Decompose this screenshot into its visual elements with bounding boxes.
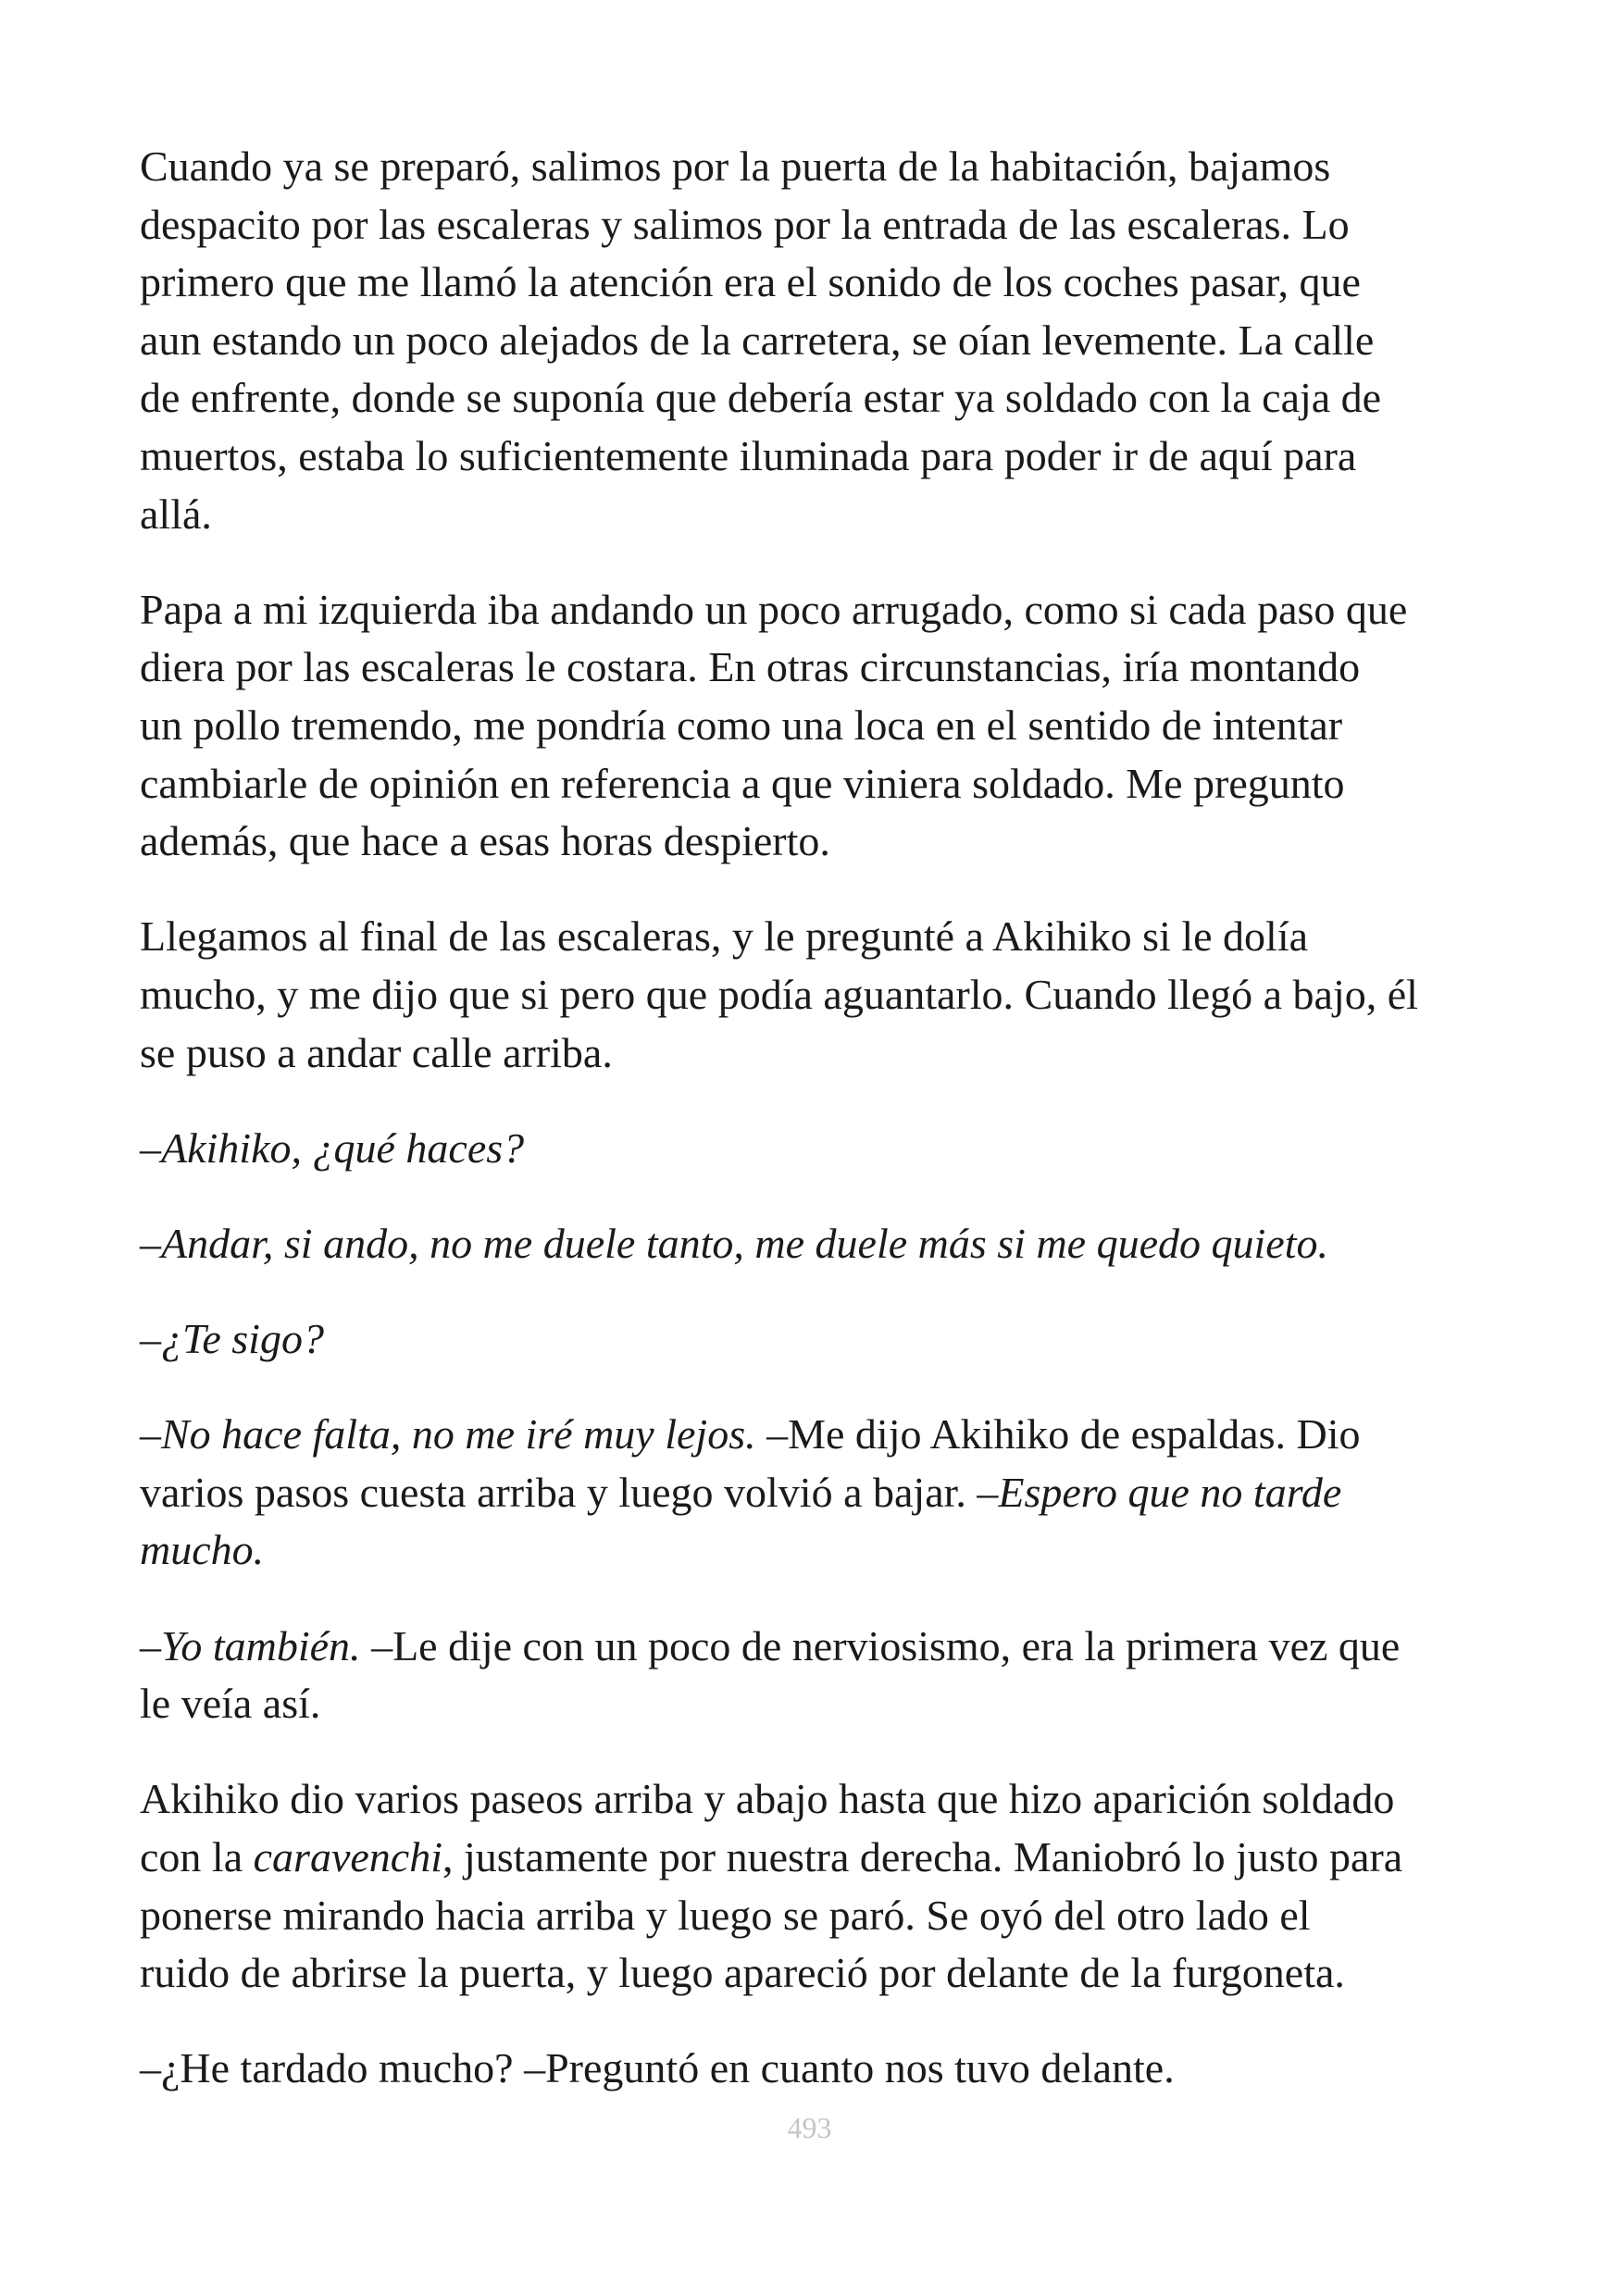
text-line: [140, 1521, 1528, 1580]
italic-dialogue: –Yo también.: [140, 1621, 361, 1669]
italic-dialogue: –Akihiko, ¿qué haces?: [140, 1123, 525, 1172]
paragraph: [140, 908, 1528, 1082]
text-segment: se puso a andar calle arriba.: [140, 1028, 613, 1076]
text-segment: además, que hace a esas horas despierto.: [140, 817, 830, 865]
text-segment: varios pasos cuesta arriba y luego volvió a bajar.: [140, 1468, 978, 1516]
text-line: [140, 1618, 1528, 1676]
text-line: [140, 1310, 1528, 1369]
dialogue-paragraph: [140, 1406, 1528, 1580]
text-line: [140, 1120, 1528, 1178]
text-segment: le veía así.: [140, 1680, 321, 1728]
text-segment: cambiarle de opinión en referencia a que viniera soldado. Me pregunto: [140, 759, 1345, 807]
dialogue-paragraph: [140, 1618, 1528, 1733]
italic-dialogue: mucho.: [140, 1526, 265, 1574]
text-line: [140, 908, 1528, 966]
text-line: [140, 1770, 1528, 1829]
text-line: [140, 581, 1528, 639]
italic-dialogue: –No hace falta, no me iré muy lejos.: [140, 1410, 756, 1458]
text-line: [140, 1887, 1528, 1945]
text-segment: ruido de abrirse la puerta, y luego apareció por delante de la furgoneta.: [140, 1949, 1345, 1997]
text-line: [140, 428, 1528, 486]
text-segment: diera por las escaleras le costara. En otras circunstancias, iría montando: [140, 643, 1361, 691]
text-line: [140, 254, 1528, 312]
text-segment: allá.: [140, 490, 212, 538]
text-line: [140, 1406, 1528, 1464]
text-segment: un pollo tremendo, me pondría como una loca en el sentido de intentar: [140, 701, 1343, 749]
text-line: [140, 1215, 1528, 1273]
text-line: [140, 1944, 1528, 2003]
text-line: [140, 755, 1528, 813]
text-segment: con la: [140, 1833, 254, 1880]
dialogue-paragraph: [140, 1120, 1528, 1178]
paragraph: [140, 581, 1528, 871]
dialogue-paragraph: [140, 2040, 1528, 2098]
text-line: [140, 138, 1528, 196]
text-line: [140, 1464, 1528, 1522]
dialogue-paragraph: [140, 1215, 1528, 1273]
text-segment: , justamente por nuestra derecha. Maniobró lo justo para: [442, 1833, 1403, 1880]
text-segment: –Me dijo Akihiko de espaldas. Dio: [755, 1410, 1361, 1458]
italic-dialogue: –Espero que no tarde: [977, 1468, 1342, 1516]
page-number: 493: [787, 2111, 832, 2144]
text-line: [140, 1024, 1528, 1083]
text-line: [140, 1675, 1528, 1733]
text-segment: Cuando ya se preparó, salimos por la puerta de la habitación, bajamos: [140, 143, 1331, 190]
text-segment: primero que me llamó la atención era el sonido de los coches pasar, que: [140, 258, 1361, 306]
text-segment: –¿He tardado mucho? –Preguntó en cuanto nos tuvo delante.: [140, 2044, 1175, 2092]
text-segment: Akihiko dio varios paseos arriba y abajo hasta que hizo aparición soldado: [140, 1775, 1395, 1823]
paragraph: [140, 1770, 1528, 2002]
text-line: [140, 312, 1528, 370]
italic-dialogue: –Andar, si ando, no me duele tanto, me duele más si me quedo quieto.: [140, 1219, 1328, 1267]
text-segment: Papa a mi izquierda iba andando un poco arrugado, como si cada paso que: [140, 585, 1408, 633]
text-segment: –Le dije con un poco de nerviosismo, era la primera vez que: [360, 1621, 1401, 1669]
text-segment: mucho, y me dijo que si pero que podía aguantarlo. Cuando llegó a bajo, él: [140, 970, 1418, 1018]
text-line: [140, 2040, 1528, 2098]
text-segment: Llegamos al final de las escaleras, y le pregunté a Akihiko si le dolía: [140, 912, 1309, 961]
text-line: [140, 639, 1528, 697]
text-segment: despacito por las escaleras y salimos por la entrada de las escaleras. Lo: [140, 200, 1350, 248]
text-line: [140, 966, 1528, 1024]
text-segment: ponerse mirando hacia arriba y luego se paró. Se oyó del otro lado el: [140, 1891, 1311, 1939]
paragraph: [140, 138, 1528, 543]
text-line: [140, 486, 1528, 544]
text-line: [140, 369, 1528, 428]
dialogue-paragraph: [140, 1310, 1528, 1369]
text-line: [140, 1829, 1528, 1887]
text-line: [140, 813, 1528, 871]
body-text: [140, 138, 1528, 2136]
text-segment: aun estando un poco alejados de la carretera, se oían levemente. La calle: [140, 316, 1375, 364]
text-line: [140, 697, 1528, 755]
text-segment: muertos, estaba lo suficientemente iluminada para poder ir de aquí para: [140, 431, 1357, 479]
italic-word: caravenchi: [253, 1833, 442, 1880]
italic-dialogue: –¿Te sigo?: [140, 1315, 324, 1363]
text-segment: de enfrente, donde se suponía que debería estar ya soldado con la caja de: [140, 374, 1382, 422]
text-line: [140, 196, 1528, 254]
